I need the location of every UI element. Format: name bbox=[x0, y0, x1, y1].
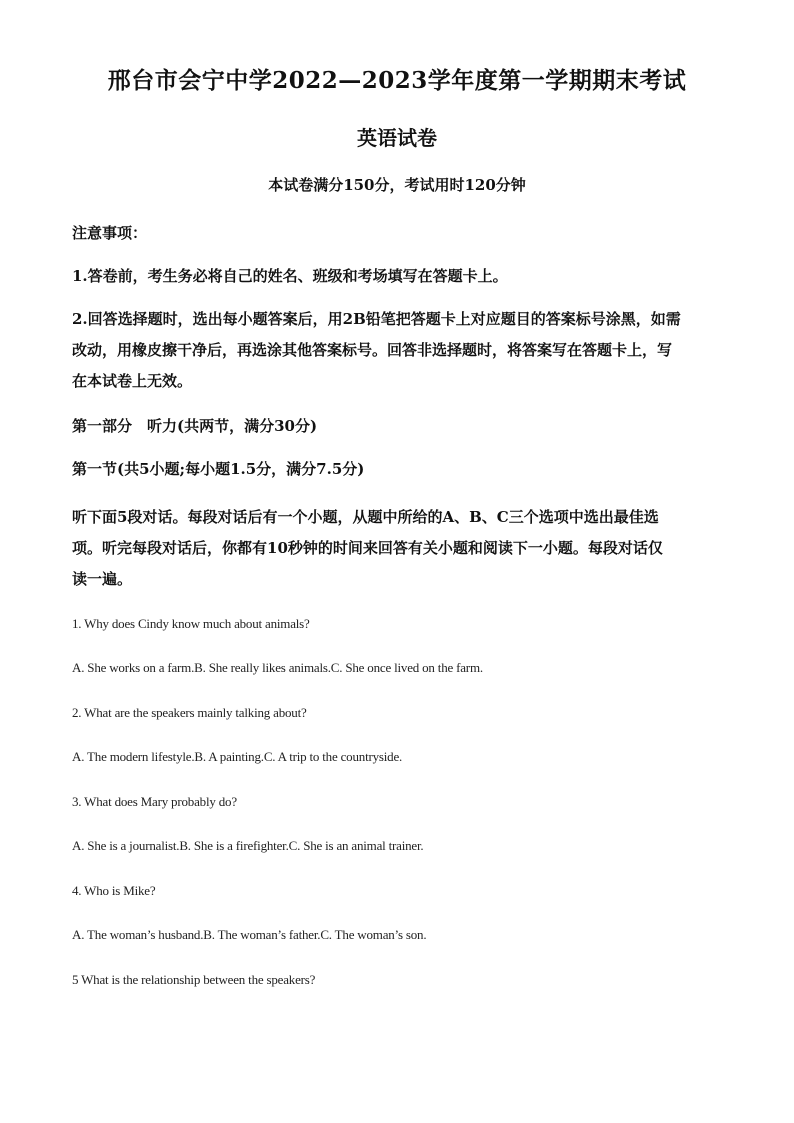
listening-instructions bbox=[72, 502, 722, 595]
question-options: A. She works on a farm.B. She really likes animals.C. She once lived on the farm. bbox=[72, 660, 483, 675]
question-stem: 2. What are the speakers mainly talking about? bbox=[72, 705, 307, 720]
note-item-1: 1.答卷前，考生务必将自己的姓名、班级和考场填写在答题卡上。 bbox=[72, 267, 508, 285]
instructions-line: 读一遍。 bbox=[72, 570, 133, 588]
note-item-2-line: 在本试卷上无效。 bbox=[72, 372, 193, 390]
note-item-2 bbox=[72, 304, 722, 397]
question-stem: 5 What is the relationship between the speakers? bbox=[72, 972, 316, 987]
exam-title: 邢台市会宁中学2022—2023学年度第一学期期末考试 bbox=[107, 67, 687, 94]
question-options: A. The modern lifestyle.B. A painting.C. A trip to the countryside. bbox=[72, 749, 403, 764]
question-stem: 1. Why does Cindy know much about animals? bbox=[72, 616, 310, 631]
note-item-2-line: 改动，用橡皮擦干净后，再选涂其他答案标号。回答非选择题时，将答案写在答题卡上，写 bbox=[72, 341, 673, 359]
instructions-line: 听下面5段对话。每段对话后有一个小题，从题中所给的A、B、C三个选项中选出最佳选 bbox=[72, 508, 659, 526]
instructions-line: 项。听完每段对话后，你都有10秒钟的时间来回答有关小题和阅读下一小题。每段对话仅 bbox=[72, 539, 663, 557]
question-options: A. She is a journalist.B. She is a firefighter.C. She is an animal trainer. bbox=[72, 838, 424, 853]
question-stem: 3. What does Mary probably do? bbox=[72, 794, 237, 809]
question-options: A. The woman’s husband.B. The woman’s father.C. The woman’s son. bbox=[72, 927, 427, 942]
part1-heading: 第一部分 听力(共两节，满分30分) bbox=[72, 417, 318, 435]
section1-heading: 第一节(共5小题;每小题1.5分，满分7.5分) bbox=[72, 460, 365, 478]
notes-heading: 注意事项： bbox=[72, 224, 148, 242]
exam-subtitle: 英语试卷 bbox=[357, 126, 437, 150]
note-item-2-line: 2.回答选择题时，选出每小题答案后，用2B铅笔把答题卡上对应题目的答案标号涂黑，如需 bbox=[72, 310, 681, 328]
exam-info: 本试卷满分150分，考试用时120分钟 bbox=[268, 176, 526, 194]
question-stem: 4. Who is Mike? bbox=[72, 883, 156, 898]
